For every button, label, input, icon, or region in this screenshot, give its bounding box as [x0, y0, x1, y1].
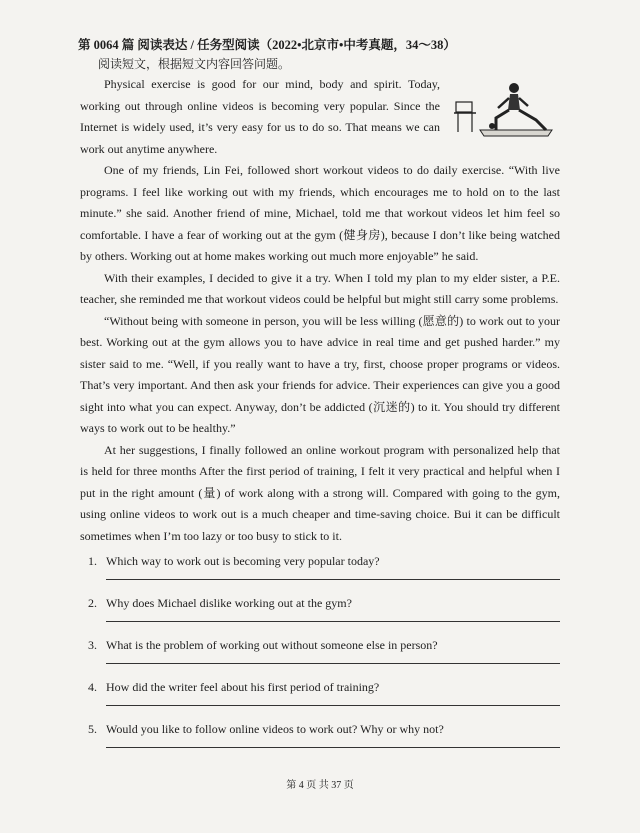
question-number: 2.: [88, 596, 97, 610]
question-item: [80, 551, 560, 593]
paragraph-1: Physical exercise is good for our mind, body and spirit. Today, working out through online videos is becoming very popular. Since the Internet is widely used, it’s very easy for us to do so. That means we can work out anytime anywhere.: [80, 77, 440, 156]
paragraph-3: With their examples, I decided to give it a try. When I told my plan to my elder sister, a P.E. teacher, she reminded me that workout videos could be helpful but might still carry some problems.: [80, 270, 560, 306]
question-list: [80, 551, 560, 761]
question-number: 5.: [88, 722, 97, 736]
question-text: What is the problem of working out without someone else in person?: [106, 638, 438, 652]
paragraph-4: “Without being with someone in person, you will be less willing (愿意的) to work out to your best. Working out at the gym allows you to have advice in real time and get pushed harder.” my sister said to me. “Well, if you really want to have a try, first, choose proper programs or videos. That’s very important. And then ask your friends for advice. Their experiences can give you a good sight into what you can expect. Anyway, don’t be addicted (沉迷的) to it. You should try different ways to work out to be healthy.”: [80, 313, 560, 435]
question-text: How did the writer feel about his first period of training?: [106, 680, 380, 694]
answer-line[interactable]: [106, 705, 560, 706]
paragraph-5: At her suggestions, I finally followed an online workout program with personalized help that is held for three months After the first period of training, I felt it very practical and helpful when I put in the right amount (量) of work along with a strong will. Compared with going to the gym, using online videos to work out is a much cheaper and time-saving choice. Bui it can be difficult sometimes when I’m too lazy or too busy to stick to it.: [80, 442, 560, 543]
question-item: [80, 593, 560, 635]
answer-line[interactable]: [106, 621, 560, 622]
answer-line[interactable]: [106, 579, 560, 580]
workout-illustration-icon: [452, 80, 556, 138]
page-footer: 第 4 页 共 37 页: [286, 780, 354, 791]
section-header: 第 0064 篇 阅读表达 / 任务型阅读（2022•北京市•中考真题，34～38）: [78, 38, 456, 52]
question-number: 3.: [88, 638, 97, 652]
question-number: 1.: [88, 554, 97, 568]
instruction: 阅读短文，根据短文内容回答问题。: [98, 57, 291, 71]
question-text: Would you like to follow online videos to work out? Why or why not?: [106, 722, 444, 736]
question-item: [80, 719, 560, 761]
question-item: [80, 635, 560, 677]
paragraph-2: One of my friends, Lin Fei, followed short workout videos to do daily exercise. “With live programs. I feel like working out with my friends, which encourages me to hold on to the last minute.” she said. Another friend of mine, Michael, told me that workout videos let him feel so comfortable. I have a fear of working out at the gym (健身房), because I don’t like being watched by others. Working out at home makes working out much more enjoyable” he said.: [80, 163, 560, 263]
question-text: Why does Michael dislike working out at the gym?: [106, 596, 352, 610]
answer-line[interactable]: [106, 747, 560, 748]
question-number: 4.: [88, 680, 97, 694]
answer-line[interactable]: [106, 663, 560, 664]
question-item: [80, 677, 560, 719]
question-text: Which way to work out is becoming very popular today?: [106, 554, 380, 568]
first-paragraph-block: [80, 74, 560, 160]
